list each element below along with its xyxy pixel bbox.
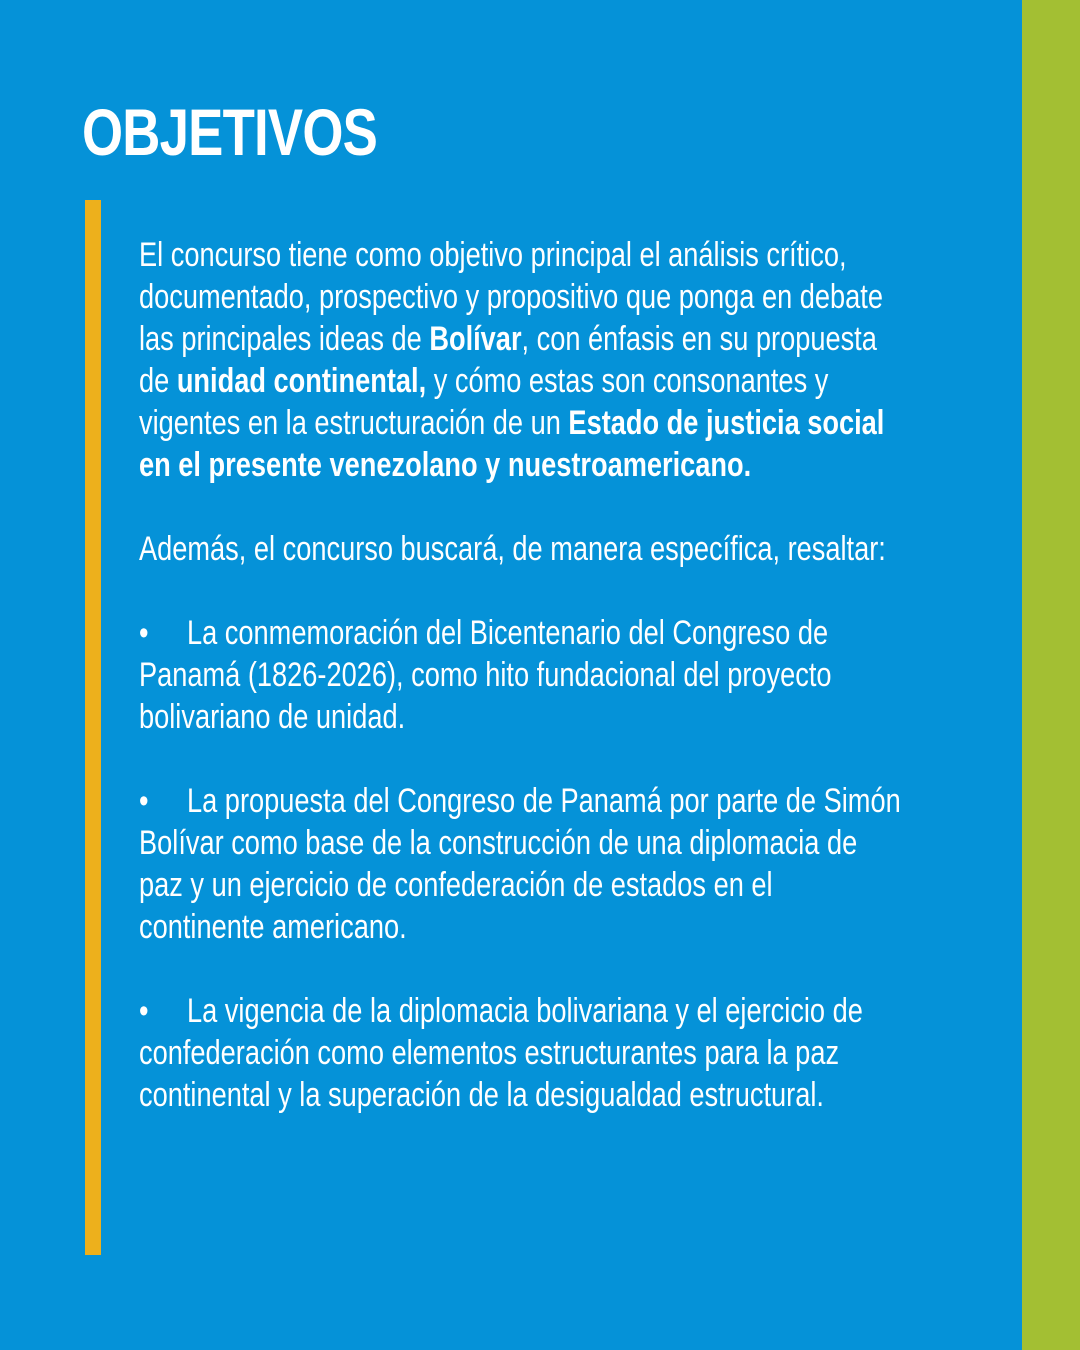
intro-line: y cómo estas son consonantes y <box>426 362 829 400</box>
intro-line: , con énfasis en su propuesta <box>521 320 877 358</box>
page-title: OBJETIVOS <box>82 95 378 169</box>
body-text <box>139 234 955 1116</box>
accent-bar <box>85 200 101 1255</box>
intro-bold-presente: en el presente venezolano y nuestroamericano. <box>139 446 752 484</box>
bullet-line: Panamá (1826-2026), como hito fundacional del proyecto <box>139 656 832 694</box>
intro-bold-unidad: unidad continental, <box>176 362 427 400</box>
bullet-line: La vigencia de la diplomacia bolivariana y el ejercicio de <box>187 992 863 1030</box>
intro-line: El concurso tiene como objetivo principal el análisis crítico, <box>139 236 847 274</box>
bullet-item <box>139 612 955 738</box>
bullet-icon: • <box>139 782 149 820</box>
lead-paragraph: Además, el concurso buscará, de manera específica, resaltar: <box>139 530 886 568</box>
bullet-line: Bolívar como base de la construcción de una diplomacia de <box>139 824 858 862</box>
bullet-item <box>139 990 955 1116</box>
bullet-icon: • <box>139 614 149 652</box>
bullet-line: continental y la superación de la desigualdad estructural. <box>139 1076 824 1114</box>
right-green-band <box>1022 0 1080 1350</box>
intro-line: de <box>139 362 177 400</box>
bullet-line: bolivariano de unidad. <box>139 698 406 736</box>
intro-line: las principales ideas de <box>139 320 430 358</box>
intro-bold-bolivar: Bolívar <box>429 320 522 358</box>
intro-paragraph <box>139 234 955 486</box>
bullet-line: paz y un ejercicio de confederación de estados en el <box>139 866 773 904</box>
bullet-line: La conmemoración del Bicentenario del Congreso de <box>187 614 829 652</box>
intro-bold-estado: Estado de justicia social <box>568 404 885 442</box>
bullet-line: continente americano. <box>139 908 407 946</box>
bullet-line: confederación como elementos estructurantes para la paz <box>139 1034 840 1072</box>
bullet-icon: • <box>139 992 149 1030</box>
bullet-line: La propuesta del Congreso de Panamá por parte de Simón <box>187 782 901 820</box>
intro-line: vigentes en la estructuración de un <box>139 404 569 442</box>
intro-line: documentado, prospectivo y propositivo que ponga en debate <box>139 278 883 316</box>
bullet-item <box>139 780 955 948</box>
